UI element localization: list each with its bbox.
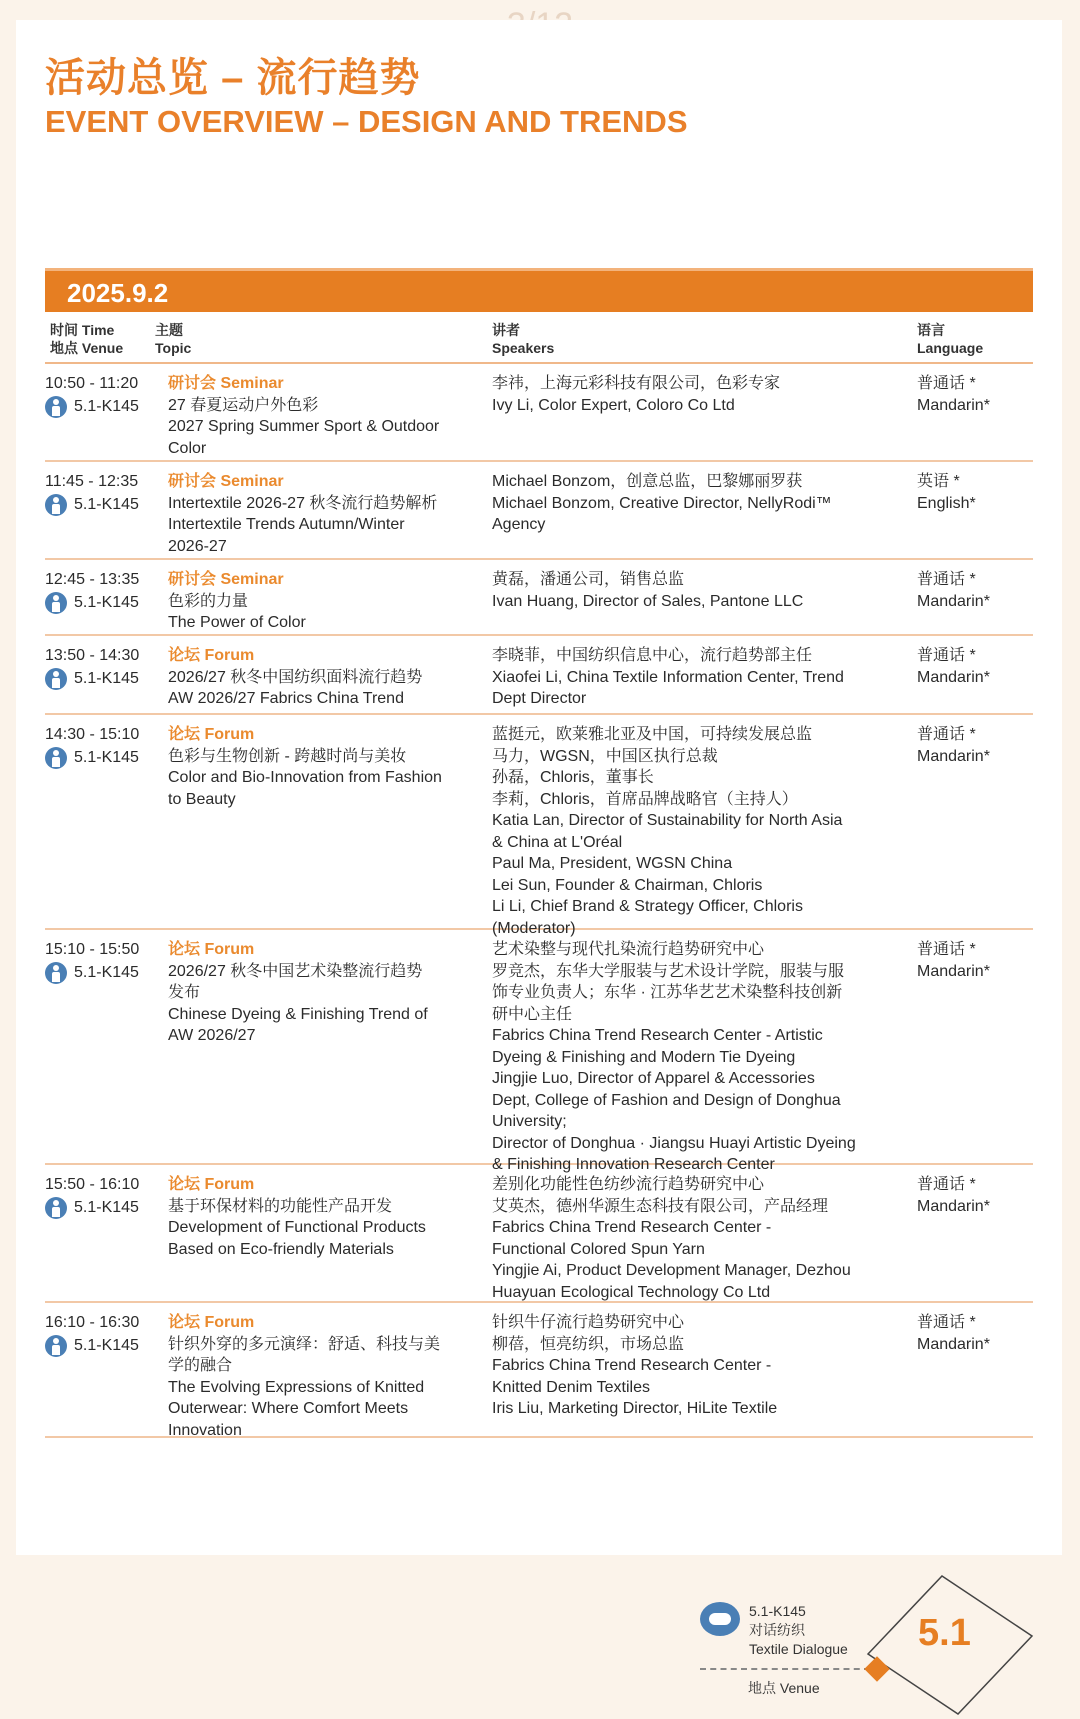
topic-line: Development of Functional Products xyxy=(168,1219,426,1236)
speaker-line: 研中心主任 xyxy=(492,1005,573,1023)
session-time: 16:10 - 16:30 xyxy=(45,1314,140,1331)
session-time: 11:45 - 12:35 xyxy=(45,473,139,490)
schedule-table xyxy=(45,364,1033,1438)
speaker-line: Michael Bonzom, Creative Director, NellyRodi™ xyxy=(492,494,832,512)
session-time-cell xyxy=(45,939,163,984)
speaker-line: Knitted Denim Textiles xyxy=(492,1378,650,1396)
speaker-line: Dyeing & Finishing and Modern Tie Dyeing xyxy=(492,1048,796,1066)
topic-line: 基于环保材料的功能性产品开发 xyxy=(168,1197,393,1215)
topic-line: to Beauty xyxy=(168,790,236,808)
session-venue xyxy=(45,592,163,614)
speaker-line: 针织牛仔流行趋势研究中心 xyxy=(492,1314,685,1331)
language-line: 普通话 * xyxy=(917,1314,976,1331)
topic-line: Innovation xyxy=(168,1421,242,1439)
speaker-line: 李祎，上海元彩科技有限公司，色彩专家 xyxy=(492,375,781,392)
session-speakers xyxy=(492,373,947,416)
session-time: 14:30 - 15:10 xyxy=(45,726,140,743)
table-row xyxy=(45,462,1033,560)
session-language xyxy=(917,373,1027,416)
session-time-cell xyxy=(45,471,163,516)
topic-line: 2026/27 秋冬中国艺术染整流行趋势 xyxy=(168,962,423,980)
session-language xyxy=(917,569,1027,612)
session-speakers xyxy=(492,1312,947,1420)
session-type-tag: 论坛 Forum xyxy=(168,1314,255,1331)
speaker-line: & China at L'Oréal xyxy=(492,833,623,851)
table-row xyxy=(45,364,1033,462)
language-line: Mandarin* xyxy=(917,1335,990,1353)
location-pin-icon xyxy=(45,592,67,614)
session-time-cell xyxy=(45,373,163,418)
topic-line: Color xyxy=(168,439,207,457)
language-line: 普通话 * xyxy=(917,941,976,958)
speaker-line: 饰专业负责人；东华 · 江苏华艺艺术染整科技创新 xyxy=(492,984,843,1001)
session-type-tag: 研讨会 Seminar xyxy=(168,473,284,490)
speaker-line: Ivy Li, Color Expert, Coloro Co Ltd xyxy=(492,396,735,414)
venue-code: 5.1-K145 xyxy=(74,1336,139,1354)
language-line: 普通话 * xyxy=(917,647,976,664)
topic-line: Intertextile Trends Autumn/Winter xyxy=(168,516,405,533)
topic-line: Based on Eco-friendly Materials xyxy=(168,1240,394,1258)
topic-line: AW 2026/27 xyxy=(168,1027,256,1044)
speaker-line: University; xyxy=(492,1113,567,1130)
session-topic xyxy=(168,373,488,459)
session-speakers xyxy=(492,645,947,710)
session-topic xyxy=(168,569,488,634)
session-speakers xyxy=(492,471,947,536)
topic-line: 2027 Spring Summer Sport & Outdoor xyxy=(168,418,440,435)
footer-venue-info xyxy=(749,1602,848,1659)
session-venue xyxy=(45,962,163,984)
topic-line: 学的融合 xyxy=(168,1357,233,1374)
speaker-line: Iris Liu, Marketing Director, HiLite Textile xyxy=(492,1400,778,1417)
session-venue xyxy=(45,396,163,418)
table-header xyxy=(45,316,1033,364)
topic-line: 发布 xyxy=(168,984,201,1001)
header-language-cn: 语言 xyxy=(917,322,945,338)
speaker-line: 罗竞杰，东华大学服装与艺术设计学院，服装与服 xyxy=(492,962,845,980)
topic-line: 2026/27 秋冬中国纺织面料流行趋势 xyxy=(168,668,423,686)
speaker-line: Xiaofei Li, China Textile Information Center, Trend xyxy=(492,668,844,686)
session-type-tag: 论坛 Forum xyxy=(168,647,255,664)
session-type-tag: 论坛 Forum xyxy=(168,1176,255,1193)
dialogue-icon xyxy=(700,1602,740,1636)
language-line: Mandarin* xyxy=(917,396,990,414)
speaker-line: Agency xyxy=(492,516,546,533)
location-pin-icon xyxy=(45,1335,67,1357)
footer-divider xyxy=(700,1668,870,1670)
speaker-line: Li Li, Chief Brand & Strategy Officer, Chloris xyxy=(492,898,803,915)
table-row xyxy=(45,560,1033,636)
session-time: 13:50 - 14:30 xyxy=(45,647,140,664)
speaker-line: 孙磊，Chloris，董事长 xyxy=(492,769,654,786)
session-speakers xyxy=(492,569,947,612)
session-type-tag: 论坛 Forum xyxy=(168,726,255,743)
session-language xyxy=(917,1312,1027,1355)
speaker-line: Functional Colored Spun Yarn xyxy=(492,1240,705,1258)
speaker-line: 艺术染整与现代扎染流行趋势研究中心 xyxy=(492,941,765,958)
session-time-cell xyxy=(45,1174,163,1219)
session-topic xyxy=(168,939,488,1047)
header-topic-en: Topic xyxy=(155,340,192,356)
topic-line: Chinese Dyeing & Finishing Trend of xyxy=(168,1005,428,1023)
topic-line: 2026-27 xyxy=(168,537,227,555)
table-row xyxy=(45,1303,1033,1438)
speaker-line: Yingjie Ai, Product Development Manager, Dezhou xyxy=(492,1262,851,1279)
location-pin-icon xyxy=(45,668,67,690)
topic-line: Intertextile 2026-27 秋冬流行趋势解析 xyxy=(168,494,438,512)
speaker-line: Fabrics China Trend Research Center - xyxy=(492,1219,772,1236)
session-speakers xyxy=(492,1174,947,1303)
language-line: Mandarin* xyxy=(917,962,990,980)
table-row xyxy=(45,930,1033,1173)
session-language xyxy=(917,724,1027,767)
language-line: Mandarin* xyxy=(917,668,990,686)
speaker-line: Michael Bonzom，创意总监，巴黎娜丽罗获 xyxy=(492,473,803,490)
speaker-line: 李莉，Chloris，首席品牌战略官（主持人） xyxy=(492,790,798,808)
topic-line: 针织外穿的多元演绎：舒适、科技与美 xyxy=(168,1335,441,1353)
speaker-line: 差别化功能性色纺纱流行趋势研究中心 xyxy=(492,1176,765,1193)
language-line: 英语 * xyxy=(917,473,960,490)
topic-line: AW 2026/27 Fabrics China Trend xyxy=(168,690,404,707)
location-pin-icon xyxy=(45,1197,67,1219)
session-topic xyxy=(168,1174,488,1260)
session-time-cell xyxy=(45,645,163,690)
table-row xyxy=(45,1165,1033,1303)
speaker-line: Fabrics China Trend Research Center - xyxy=(492,1357,772,1374)
topic-line: The Power of Color xyxy=(168,614,306,631)
header-topic-cn: 主题 xyxy=(155,322,183,338)
session-time-cell xyxy=(45,724,163,769)
venue-code: 5.1-K145 xyxy=(74,748,139,766)
language-line: English* xyxy=(917,494,976,512)
speaker-line: Jingjie Luo, Director of Apparel & Accessories xyxy=(492,1070,815,1087)
session-speakers xyxy=(492,724,947,939)
session-type-tag: 论坛 Forum xyxy=(168,941,255,958)
session-type-tag: 研讨会 Seminar xyxy=(168,571,284,588)
speaker-line: Dept, College of Fashion and Design of Donghua xyxy=(492,1091,841,1109)
venue-code: 5.1-K145 xyxy=(74,669,139,687)
location-pin-icon xyxy=(45,494,67,516)
language-line: 普通话 * xyxy=(917,726,976,743)
session-time: 10:50 - 11:20 xyxy=(45,375,139,392)
language-line: Mandarin* xyxy=(917,1197,990,1215)
session-type-tag: 研讨会 Seminar xyxy=(168,375,284,392)
location-pin-icon xyxy=(45,396,67,418)
header-speakers-en: Speakers xyxy=(492,340,555,356)
session-topic xyxy=(168,1312,488,1441)
speaker-line: Ivan Huang, Director of Sales, Pantone LLC xyxy=(492,592,804,610)
session-time: 15:50 - 16:10 xyxy=(45,1176,140,1193)
footer-venue-cn: 对话纺织 xyxy=(749,1622,805,1638)
session-venue xyxy=(45,747,163,769)
speaker-line: 马力，WGSN，中国区执行总裁 xyxy=(492,747,718,765)
topic-line: The Evolving Expressions of Knitted xyxy=(168,1378,425,1396)
session-time-cell xyxy=(45,569,163,614)
topic-line: Outerwear: Where Comfort Meets xyxy=(168,1400,409,1417)
language-line: Mandarin* xyxy=(917,592,990,610)
speaker-line: Director of Donghua · Jiangsu Huayi Artistic Dyeing xyxy=(492,1134,856,1152)
hall-number: 5.1 xyxy=(918,1612,971,1654)
speaker-line: Dept Director xyxy=(492,690,587,707)
speaker-line: Huayuan Ecological Technology Co Ltd xyxy=(492,1283,771,1301)
speaker-line: Paul Ma, President, WGSN China xyxy=(492,855,733,872)
topic-line: 色彩的力量 xyxy=(168,592,249,610)
language-line: 普通话 * xyxy=(917,1176,976,1193)
table-row xyxy=(45,715,1033,937)
venue-code: 5.1-K145 xyxy=(74,397,139,415)
speaker-line: 蓝挺元，欧莱雅北亚及中国，可持续发展总监 xyxy=(492,726,813,743)
session-venue xyxy=(45,1197,163,1219)
speaker-line: 柳蓓，恒亮纺织，市场总监 xyxy=(492,1335,685,1353)
footer-venue-code: 5.1-K145 xyxy=(749,1603,806,1619)
location-pin-icon xyxy=(45,747,67,769)
venue-code: 5.1-K145 xyxy=(74,593,139,611)
location-pin-icon xyxy=(45,962,67,984)
session-time: 12:45 - 13:35 xyxy=(45,571,140,588)
session-venue xyxy=(45,668,163,690)
session-topic xyxy=(168,645,488,710)
session-time: 15:10 - 15:50 xyxy=(45,941,140,958)
speaker-line: 黄磊，潘通公司，销售总监 xyxy=(492,571,685,588)
speaker-line: (Moderator) xyxy=(492,919,576,937)
footer-venue-label: 地点 Venue xyxy=(748,1680,820,1696)
session-language xyxy=(917,645,1027,688)
speaker-line: 李晓菲，中国纺织信息中心，流行趋势部主任 xyxy=(492,647,813,664)
header-speakers-cn: 讲者 xyxy=(492,322,520,338)
session-topic xyxy=(168,471,488,557)
language-line: Mandarin* xyxy=(917,747,990,765)
speaker-line: 艾英杰，德州华源生态科技有限公司，产品经理 xyxy=(492,1197,829,1215)
page-title-cn: 活动总览 – 流行趋势 xyxy=(45,56,421,100)
language-line: 普通话 * xyxy=(917,375,976,392)
header-language-en: Language xyxy=(917,340,984,356)
speaker-line: Lei Sun, Founder & Chairman, Chloris xyxy=(492,876,763,894)
header-time: 时间 Time xyxy=(50,322,115,338)
topic-line: 27 春夏运动户外色彩 xyxy=(168,396,319,414)
session-language xyxy=(917,1174,1027,1217)
venue-code: 5.1-K145 xyxy=(74,963,139,981)
session-language xyxy=(917,939,1027,982)
table-row xyxy=(45,636,1033,715)
page-title-en: EVENT OVERVIEW – DESIGN AND TRENDS xyxy=(45,104,688,139)
date-banner: 2025.9.2 xyxy=(45,268,1033,312)
session-venue xyxy=(45,1335,163,1357)
topic-line: Color and Bio-Innovation from Fashion xyxy=(168,769,442,786)
session-topic xyxy=(168,724,488,810)
speaker-line: Fabrics China Trend Research Center - Artistic xyxy=(492,1027,823,1044)
session-language xyxy=(917,471,1027,514)
session-speakers xyxy=(492,939,947,1176)
speaker-line: Katia Lan, Director of Sustainability for North Asia xyxy=(492,812,843,829)
venue-code: 5.1-K145 xyxy=(74,1198,139,1216)
footer-venue-en: Textile Dialogue xyxy=(749,1641,848,1657)
header-venue: 地点 Venue xyxy=(50,340,124,356)
session-time-cell xyxy=(45,1312,163,1357)
speaker-line: & Finishing Innovation Research Center xyxy=(492,1156,775,1173)
topic-line: 色彩与生物创新 - 跨越时尚与美妆 xyxy=(168,747,407,765)
venue-code: 5.1-K145 xyxy=(74,495,139,513)
session-venue xyxy=(45,494,163,516)
language-line: 普通话 * xyxy=(917,571,976,588)
